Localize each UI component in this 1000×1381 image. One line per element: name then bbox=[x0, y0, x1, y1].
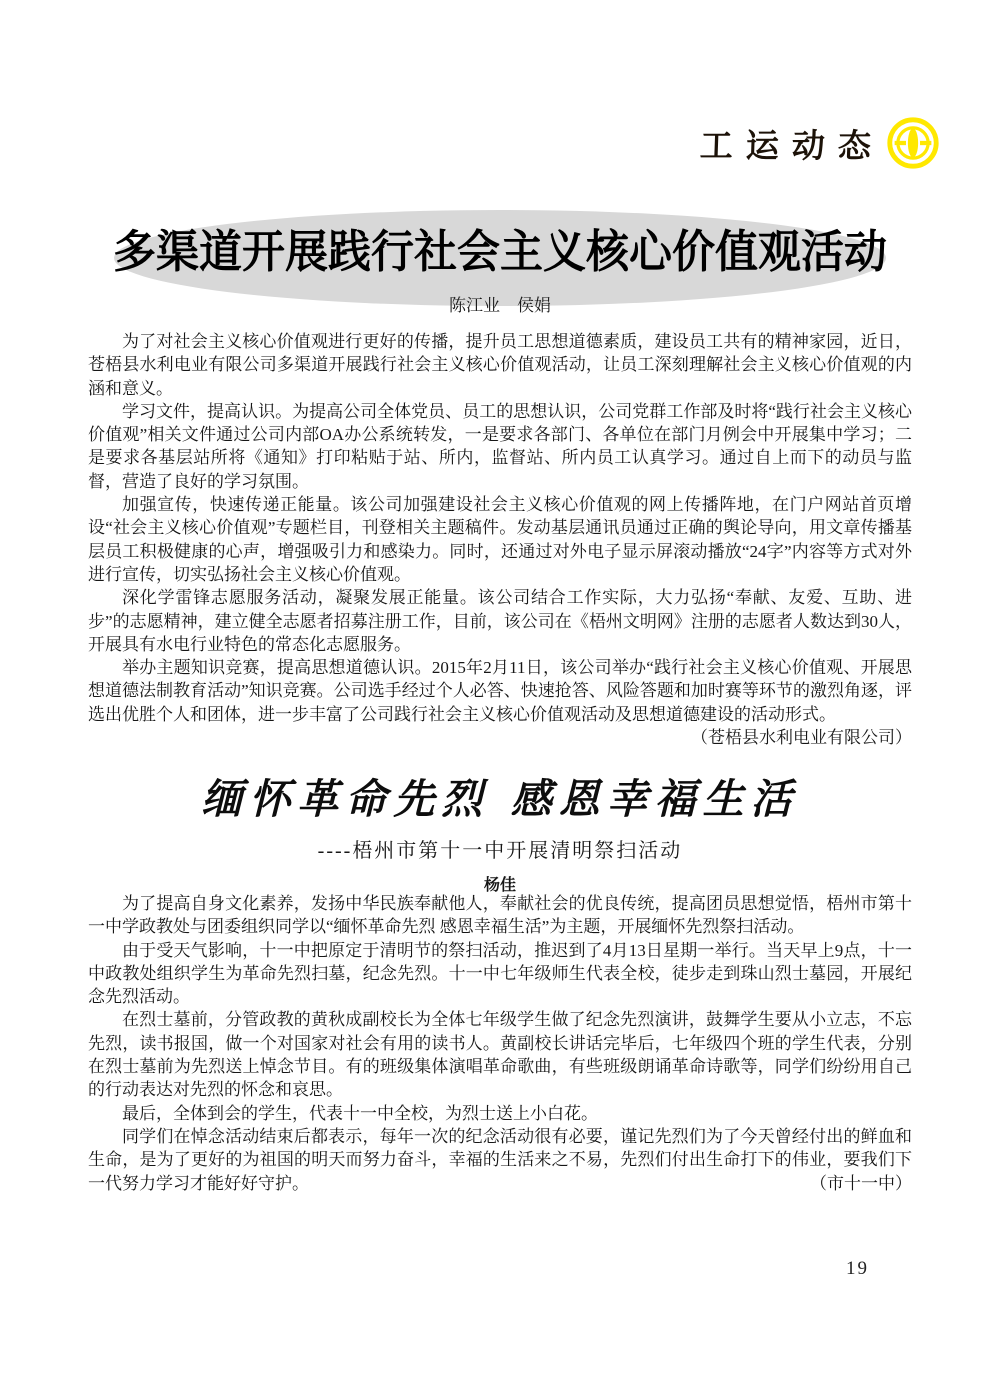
paragraph-text: 加强宣传，快速传递正能量。该公司加强建设社会主义核心价值观的网上传播阵地，在门户网站首页增设“社会主义核心价值观”专题栏目，刊登相关主题稿件。发动基层通讯员通过正确的舆论导向，用文章传播基层员工积极健康的心声，增强吸引力和感染力。同时，还通过对外电子显示屏滚动播放“24字”内容等方式对外进行宣传，切实弘扬社会主义核心价值观。 bbox=[88, 495, 912, 584]
article2-author: 杨佳 bbox=[483, 875, 516, 894]
paragraph-text: 学习文件，提高认识。为提高公司全体党员、员工的思想认识，公司党群工作部及时将“践行社会主义核心价值观”相关文件通过公司内部OA办公系统转发，一是要求各部门、各单位在部门月例会中开展集中学习；二是要求各基层站所将《通知》打印粘贴于站、所内，监督站、所内员工认真学习。通过自上而下的动员与监督，营造了良好的学习氛围。 bbox=[88, 401, 912, 491]
paragraph bbox=[88, 1008, 912, 1101]
masthead bbox=[700, 116, 940, 170]
paragraph bbox=[88, 586, 912, 656]
article2-title: 缅怀革命先烈 感恩幸福生活 bbox=[201, 775, 799, 823]
paragraph-text: 最后，全体到会的学生，代表十一中全校，为烈士送上小白花。 bbox=[122, 1103, 598, 1123]
paragraph-text: 同学们在悼念活动结束后都表示，每年一次的纪念活动很有必要，谨记先烈们为了今天曾经付出的鲜血和生命，是为了更好的为祖国的明天而努力奋斗，幸福的生活来之不易，先烈们付出生命打下的伟业，要我们下一代努力学习才能好好守护。 bbox=[88, 1126, 912, 1193]
paragraph bbox=[88, 939, 912, 1009]
masthead-title: 工运动态 bbox=[699, 125, 885, 165]
paragraph-text: 为了对社会主义核心价值观进行更好的传播，提升员工思想道德素质，建设员工共有的精神家园，近日，苍梧县水利电业有限公司多渠道开展践行社会主义核心价值观活动，让员工深刻理解社会主义核心价值观的内涵和意义。 bbox=[88, 332, 912, 398]
article1-body bbox=[88, 330, 912, 749]
paragraph bbox=[88, 1125, 912, 1195]
paragraph-text: 由于受天气影响，十一中把原定于清明节的祭扫活动，推迟到了4月13日星期一举行。当天早上9点，十一中政教处组织学生为革命先烈扫墓，纪念先烈。十一中七年级师生代表全校，徒步走到珠山烈士墓园，开展纪念先烈活动。 bbox=[88, 940, 912, 1007]
paragraph-text: 深化学雷锋志愿服务活动，凝聚发展正能量。该公司结合工作实际，大力弘扬“奉献、友爱、互助、进步”的志愿精神，建立健全志愿者招募注册工作，目前，该公司在《梧州文明网》注册的志愿者人数达到30人，开展具有水电行业特色的常态化志愿服务。 bbox=[88, 588, 912, 654]
article1-title: 多渠道开展践行社会主义核心价值观活动 bbox=[113, 226, 887, 279]
paragraph bbox=[88, 892, 912, 939]
article2-body bbox=[88, 892, 912, 1195]
paragraph bbox=[88, 656, 912, 748]
paragraph-text: 举办主题知识竞赛，提高思想道德认识。2015年2月11日，该公司举办“践行社会主义核心价值观、开展思想道德法制教育活动”知识竞赛。公司选手经过个人必答、快速抢答、风险答题和加时赛等环节的激烈角逐，评选出优胜个人和团体，进一步丰富了公司践行社会主义核心价值观活动及思想道德建设的活动形式。 bbox=[88, 658, 912, 724]
paragraph bbox=[88, 493, 912, 586]
article2-attribution: （市十一中） bbox=[810, 1173, 912, 1193]
article2-title-block bbox=[88, 766, 912, 895]
paragraph bbox=[88, 400, 912, 493]
article1-title-block bbox=[88, 208, 912, 320]
article2-subtitle: ----梧州市第十一中开展清明祭扫活动 bbox=[317, 840, 683, 862]
article1-attribution: （苍梧县水利电业有限公司） bbox=[691, 728, 912, 748]
trade-union-emblem-icon bbox=[886, 116, 940, 170]
paragraph bbox=[88, 1102, 912, 1125]
paragraph-text: 为了提高自身文化素养，发扬中华民族奉献他人，奉献社会的优良传统，提高团员思想觉悟，梧州市第十一中学政教处与团委组织同学以“缅怀革命先烈 感恩幸福生活”为主题，开展缅怀先烈祭扫活动。 bbox=[88, 894, 912, 937]
page-number: 19 bbox=[846, 1258, 869, 1279]
article1-authors: 陈江业 侯娟 bbox=[449, 296, 551, 315]
paragraph bbox=[88, 330, 912, 400]
paragraph-text: 在烈士墓前，分管政教的黄秋成副校长为全体七年级学生做了纪念先烈演讲，鼓舞学生要从小立志，不忘先烈，读书报国，做一个对国家对社会有用的读书人。黄副校长讲话完毕后，七年级四个班的学生代表，分别在烈士墓前为先烈送上悼念节目。有的班级集体演唱革命歌曲，有些班级朗诵革命诗歌等，同学们纷纷用自己的行动表达对先烈的怀念和哀思。 bbox=[88, 1010, 912, 1100]
